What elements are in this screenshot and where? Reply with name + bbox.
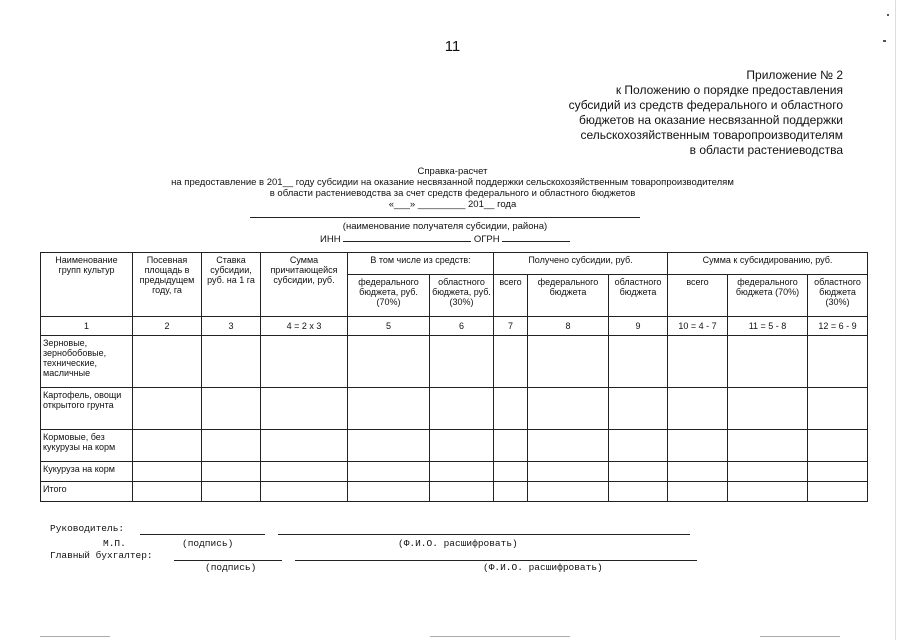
table-cell[interactable]	[609, 388, 668, 430]
column-number: 4 = 2 х 3	[261, 317, 348, 336]
table-cell[interactable]	[528, 430, 609, 462]
scan-edge	[760, 636, 840, 637]
table-cell[interactable]	[348, 388, 430, 430]
table-cell[interactable]	[261, 388, 348, 430]
table-cell[interactable]	[528, 388, 609, 430]
table-cell[interactable]	[668, 430, 728, 462]
header-subsidize-federal: федерального бюджета (70%)	[728, 275, 808, 317]
table-row	[41, 336, 868, 388]
column-number: 7	[494, 317, 528, 336]
table-cell[interactable]	[609, 336, 668, 388]
table-cell[interactable]	[430, 388, 494, 430]
column-number: 6	[430, 317, 494, 336]
appendix-line: сельскохозяйственным товаропроизводителям	[580, 128, 843, 142]
header-funds-federal: федерального бюджета, руб. (70%)	[348, 275, 430, 317]
table-cell[interactable]	[133, 482, 202, 502]
row-label: Зерновые, зернобобовые, технические, масличные	[41, 336, 133, 388]
table-cell[interactable]	[668, 462, 728, 482]
table-cell[interactable]	[348, 462, 430, 482]
column-number: 12 = 6 - 9	[808, 317, 868, 336]
table-cell[interactable]	[494, 430, 528, 462]
table-cell[interactable]	[728, 388, 808, 430]
table-cell[interactable]	[133, 336, 202, 388]
row-label: Картофель, овощи открытого грунта	[41, 388, 133, 430]
table-cell[interactable]	[528, 336, 609, 388]
appendix-line: бюджетов на оказание несвязанной поддержки	[579, 113, 843, 127]
table-cell[interactable]	[348, 430, 430, 462]
table-row	[41, 482, 868, 502]
table-cell[interactable]	[348, 336, 430, 388]
ogrn-field[interactable]	[502, 232, 570, 242]
table-cell[interactable]	[494, 462, 528, 482]
column-number: 8	[528, 317, 609, 336]
header-subsidize-regional: областного бюджета (30%)	[808, 275, 868, 317]
column-number: 5	[348, 317, 430, 336]
inn-ogrn-row	[320, 232, 570, 245]
header-subsidize-total: всего	[668, 275, 728, 317]
recipient-caption: (наименование получателя субсидии, района)	[342, 221, 548, 232]
header-subsidy-sum: Сумма причитающейся субсидии, руб.	[261, 253, 348, 317]
table-cell[interactable]	[808, 430, 868, 462]
table-row	[41, 430, 868, 462]
table-cell[interactable]	[261, 336, 348, 388]
column-number: 2	[133, 317, 202, 336]
table-cell[interactable]	[430, 482, 494, 502]
stamp-label: М.П.	[103, 538, 126, 549]
title-line: на предоставление в 201__ году субсидии на оказание несвязанной поддержки сельскохозяйственным товаропроизводителям	[171, 177, 734, 188]
table-cell[interactable]	[668, 336, 728, 388]
appendix-line: Приложение № 2	[746, 68, 843, 82]
appendix-line: к Положению о порядке предоставления	[615, 83, 843, 97]
accountant-fio-line[interactable]	[295, 560, 697, 561]
appendix-header	[569, 68, 843, 158]
header-including-from-funds: В том числе из средств:	[348, 253, 494, 275]
table-cell[interactable]	[609, 482, 668, 502]
column-number: 3	[202, 317, 261, 336]
subsidy-calculation-table	[40, 252, 868, 502]
scan-speck	[887, 14, 889, 16]
table-cell[interactable]	[728, 462, 808, 482]
chief-accountant-label: Главный бухгалтер:	[50, 550, 153, 561]
table-cell[interactable]	[133, 388, 202, 430]
table-cell[interactable]	[494, 388, 528, 430]
table-cell[interactable]	[202, 388, 261, 430]
table-cell[interactable]	[609, 430, 668, 462]
table-cell[interactable]	[261, 430, 348, 462]
head-fio-caption: (Ф.И.О. расшифровать)	[398, 538, 518, 549]
table-cell[interactable]	[430, 336, 494, 388]
header-crop-group: Наименование групп культур	[41, 253, 133, 317]
table-cell[interactable]	[202, 482, 261, 502]
header-received-regional: областного бюджета	[609, 275, 668, 317]
document-title	[0, 166, 905, 210]
table-cell[interactable]	[528, 482, 609, 502]
accountant-fio-caption: (Ф.И.О. расшифровать)	[483, 562, 603, 573]
accountant-signature-caption: (подпись)	[205, 562, 257, 573]
appendix-line: субсидий из средств федерального и областного	[568, 98, 843, 112]
head-label: Руководитель:	[50, 523, 125, 534]
row-label: Итого	[41, 482, 133, 502]
header-received-total: всего	[494, 275, 528, 317]
table-cell[interactable]	[668, 388, 728, 430]
column-number: 11 = 5 - 8	[728, 317, 808, 336]
table-cell[interactable]	[133, 462, 202, 482]
scan-edge	[40, 636, 110, 637]
table-cell[interactable]	[808, 462, 868, 482]
table-cell[interactable]	[261, 462, 348, 482]
inn-label: ИНН	[320, 234, 341, 245]
table-cell[interactable]	[728, 482, 808, 502]
table-row	[41, 388, 868, 430]
head-signature-caption: (подпись)	[182, 538, 234, 549]
table-cell[interactable]	[430, 462, 494, 482]
row-label: Кормовые, без кукурузы на корм	[41, 430, 133, 462]
inn-field[interactable]	[343, 232, 471, 242]
table-cell[interactable]	[133, 430, 202, 462]
table-cell[interactable]	[728, 430, 808, 462]
table-cell[interactable]	[202, 462, 261, 482]
table-cell[interactable]	[430, 430, 494, 462]
table-cell[interactable]	[494, 336, 528, 388]
table-row	[41, 462, 868, 482]
header-amount-to-subsidize: Сумма к субсидированию, руб.	[668, 253, 868, 275]
title-line: в области растениеводства за счет средств федерального и областного бюджетов	[269, 188, 636, 199]
ogrn-label: ОГРН	[473, 234, 500, 245]
row-label: Кукуруза на корм	[41, 462, 133, 482]
table-cell[interactable]	[202, 430, 261, 462]
header-funds-regional: областного бюджета, руб. (30%)	[430, 275, 494, 317]
accountant-signature-line[interactable]	[174, 560, 282, 561]
header-subsidy-rate: Ставка субсидии, руб. на 1 га	[202, 253, 261, 317]
table-cell[interactable]	[528, 462, 609, 482]
table-cell[interactable]	[494, 482, 528, 502]
page-number: 11	[444, 38, 461, 55]
scan-edge	[895, 0, 896, 640]
scan-speck	[883, 40, 886, 42]
table-cell[interactable]	[808, 336, 868, 388]
column-number: 1	[41, 317, 133, 336]
column-number: 10 = 4 - 7	[668, 317, 728, 336]
table-cell[interactable]	[609, 462, 668, 482]
scan-edge	[430, 636, 570, 637]
head-fio-line[interactable]	[278, 534, 690, 535]
title-line: Справка-расчет	[417, 166, 488, 177]
header-received-federal: федерального бюджета	[528, 275, 609, 317]
table-cell[interactable]	[808, 482, 868, 502]
table-cell[interactable]	[261, 482, 348, 502]
appendix-line: в области растениеводства	[689, 143, 843, 157]
title-date-line: «___» _________ 201__ года	[388, 199, 517, 210]
header-received-subsidy: Получено субсидии, руб.	[494, 253, 668, 275]
table-cell[interactable]	[202, 336, 261, 388]
table-cell[interactable]	[668, 482, 728, 502]
recipient-name-line[interactable]	[250, 217, 640, 218]
table-cell[interactable]	[348, 482, 430, 502]
header-sown-area: Посевная площадь в предыдущем году, га	[133, 253, 202, 317]
table-cell[interactable]	[808, 388, 868, 430]
table-cell[interactable]	[728, 336, 808, 388]
head-signature-line[interactable]	[140, 534, 265, 535]
column-number: 9	[609, 317, 668, 336]
